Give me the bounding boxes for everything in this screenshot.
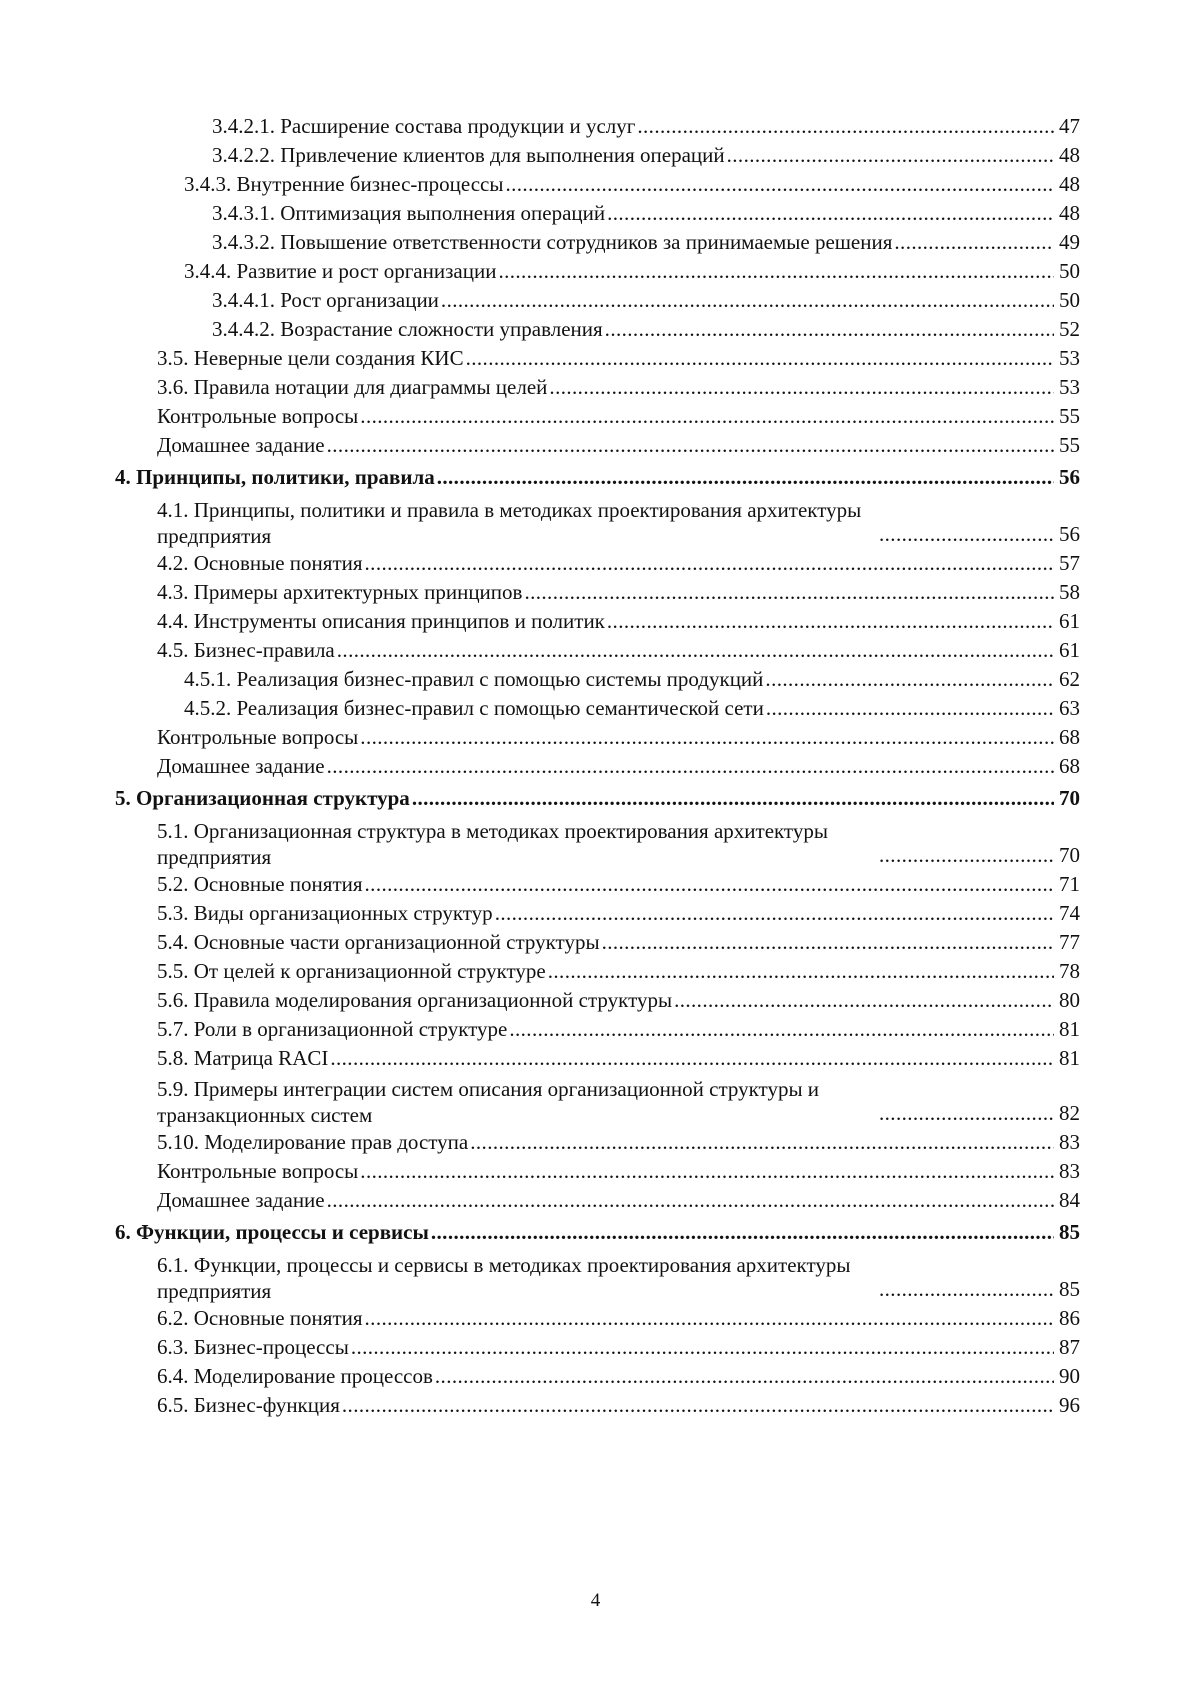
dot-leader: [766, 694, 1054, 723]
dot-leader: [637, 112, 1054, 141]
dot-leader: [441, 286, 1054, 315]
toc-entry-title: 4.3. Примеры архитектурных принципов: [157, 580, 523, 604]
toc-entry[interactable]: [115, 549, 1080, 578]
dot-leader: [498, 257, 1054, 286]
toc-entry[interactable]: [115, 112, 1080, 141]
toc-entry-page: 82: [1059, 1101, 1080, 1125]
dot-leader: [727, 141, 1054, 170]
toc-entry-title: 3.5. Неверные цели создания КИС: [157, 346, 464, 370]
toc-entry-page: 61: [1059, 638, 1080, 662]
toc-entry-title: 3.4.3.1. Оптимизация выполнения операций: [212, 201, 606, 225]
toc-entry[interactable]: [115, 431, 1080, 460]
toc-entry-title: 4.5. Бизнес-правила: [157, 638, 335, 662]
toc-entry-title: 5.5. От целей к организационной структуре: [157, 959, 546, 983]
toc-entry-page: 84: [1059, 1188, 1080, 1212]
toc-entry-page: 55: [1059, 433, 1080, 457]
toc-entry-page: 63: [1059, 696, 1080, 720]
toc-entry-page: 80: [1059, 988, 1080, 1012]
toc-chapter-entry[interactable]: [115, 781, 1080, 815]
dot-leader: [360, 1157, 1054, 1186]
toc-entry-title: 3.4.4.2. Возрастание сложности управления: [212, 317, 603, 341]
dot-leader: [765, 665, 1054, 694]
toc-entry[interactable]: [115, 170, 1080, 199]
toc-entry-page: 68: [1059, 725, 1080, 749]
dot-leader: [351, 1333, 1054, 1362]
toc-entry-page: 55: [1059, 404, 1080, 428]
toc-entry[interactable]: [115, 402, 1080, 431]
toc-entry[interactable]: [115, 1304, 1080, 1333]
toc-entry[interactable]: [115, 1128, 1080, 1157]
toc-entry-title: Домашнее задание: [157, 754, 325, 778]
toc-entry[interactable]: [115, 494, 1080, 549]
dot-leader: [548, 957, 1054, 986]
toc-entry-page: 86: [1059, 1306, 1080, 1330]
toc-entry-page: 70: [1059, 843, 1080, 867]
toc-entry[interactable]: [115, 315, 1080, 344]
dot-leader: [674, 986, 1054, 1015]
toc-entry[interactable]: [115, 1333, 1080, 1362]
dot-leader: [495, 899, 1054, 928]
toc-entry[interactable]: [115, 870, 1080, 899]
dot-leader: [466, 344, 1054, 373]
dot-leader: [470, 1128, 1054, 1157]
dot-leader: [509, 1015, 1054, 1044]
toc-entry-title: 4. Принципы, политики, правила: [115, 465, 435, 489]
toc-entry[interactable]: [115, 694, 1080, 723]
toc-entry-title: Домашнее задание: [157, 1188, 325, 1212]
toc-entry-page: 68: [1059, 754, 1080, 778]
toc-entry[interactable]: [115, 607, 1080, 636]
toc-entry-page: 56: [1059, 465, 1080, 489]
toc-entry[interactable]: [115, 199, 1080, 228]
toc-entry-page: 58: [1059, 580, 1080, 604]
dot-leader: [549, 373, 1054, 402]
toc-entry-title: 5.8. Матрица RACI: [157, 1046, 329, 1070]
toc-entry-page: 53: [1059, 346, 1080, 370]
toc-entry-title: 6.5. Бизнес-функция: [157, 1393, 340, 1417]
toc-entry-title: 6.2. Основные понятия: [157, 1306, 363, 1330]
toc-entry-page: 48: [1059, 143, 1080, 167]
toc-entry-page: 47: [1059, 114, 1080, 138]
toc-entry-title: 5.4. Основные части организационной структуры: [157, 930, 600, 954]
toc-entry-page: 53: [1059, 375, 1080, 399]
toc-entry[interactable]: [115, 636, 1080, 665]
toc-entry[interactable]: [115, 723, 1080, 752]
toc-entry-title: 3.4.4. Развитие и рост организации: [184, 259, 497, 283]
toc-entry-title: 5.2. Основные понятия: [157, 872, 363, 896]
toc-entry[interactable]: [115, 752, 1080, 781]
toc-entry[interactable]: [115, 957, 1080, 986]
toc-entry-title: 5.9. Примеры интеграции систем описания организационной структуры и транзакционных систем: [157, 1077, 820, 1127]
toc-entry-title: 4.1. Принципы, политики и правила в методиках проектирования архитектуры предприятия: [157, 498, 862, 548]
toc-entry-page: 50: [1059, 259, 1080, 283]
dot-leader: [435, 1362, 1054, 1391]
toc-entry-page: 61: [1059, 609, 1080, 633]
toc-entry[interactable]: [115, 373, 1080, 402]
dot-leader: [879, 1099, 1054, 1128]
toc-entry-title: 5.1. Организационная структура в методиках проектирования архитектуры предприятия: [157, 819, 828, 869]
toc-entry-title: 3.4.3. Внутренние бизнес-процессы: [184, 172, 504, 196]
toc-entry-title: 3.4.3.2. Повышение ответственности сотрудников за принимаемые решения: [212, 230, 893, 254]
toc-entry-title: 5.3. Виды организационных структур: [157, 901, 493, 925]
toc-entry-page: 48: [1059, 201, 1080, 225]
dot-leader: [360, 402, 1054, 431]
dot-leader: [360, 723, 1054, 752]
toc-entry[interactable]: [115, 1044, 1080, 1073]
toc-entry-title: 5. Организационная структура: [115, 786, 410, 810]
toc-entry[interactable]: [115, 1073, 1080, 1128]
toc-entry-page: 81: [1059, 1046, 1080, 1070]
toc-entry-title: 4.5.2. Реализация бизнес-правил с помощью семантической сети: [184, 696, 764, 720]
toc-chapter-entry[interactable]: [115, 460, 1080, 494]
toc-entry-title: 4.5.1. Реализация бизнес-правил с помощью системы продукций: [184, 667, 764, 691]
toc-entry-page: 78: [1059, 959, 1080, 983]
dot-leader: [337, 636, 1054, 665]
dot-leader: [327, 752, 1054, 781]
toc-entry-page: 81: [1059, 1017, 1080, 1041]
toc-entry-title: 4.2. Основные понятия: [157, 551, 363, 575]
toc-entry[interactable]: [115, 1157, 1080, 1186]
dot-leader: [602, 928, 1054, 957]
dot-leader: [365, 549, 1054, 578]
dot-leader: [365, 1304, 1054, 1333]
toc-entry-title: 3.4.2.2. Привлечение клиентов для выполнения операций: [212, 143, 725, 167]
dot-leader: [342, 1391, 1054, 1420]
dot-leader: [431, 1215, 1054, 1249]
page-number: 4: [590, 1590, 601, 1611]
toc-entry[interactable]: [115, 1249, 1080, 1304]
toc-entry-page: 48: [1059, 172, 1080, 196]
toc-entry-title: 5.10. Моделирование прав доступа: [157, 1130, 469, 1154]
toc-entry-title: Домашнее задание: [157, 433, 325, 457]
toc-entry[interactable]: [115, 665, 1080, 694]
toc-entry[interactable]: [115, 1362, 1080, 1391]
toc-entry[interactable]: [115, 1186, 1080, 1215]
dot-leader: [894, 228, 1054, 257]
toc-entry[interactable]: [115, 1015, 1080, 1044]
toc-entry-page: 83: [1059, 1159, 1080, 1183]
toc-entry-title: Контрольные вопросы: [157, 404, 359, 428]
toc-entry[interactable]: [115, 815, 1080, 870]
dot-leader: [330, 1044, 1054, 1073]
toc-entry[interactable]: [115, 344, 1080, 373]
dot-leader: [327, 431, 1054, 460]
toc-entry-page: 77: [1059, 930, 1080, 954]
toc-entry-title: 6. Функции, процессы и сервисы: [115, 1220, 429, 1244]
toc-entry-title: 5.6. Правила моделирования организационной структуры: [157, 988, 673, 1012]
toc-entry[interactable]: [115, 286, 1080, 315]
toc-entry[interactable]: [115, 257, 1080, 286]
dot-leader: [879, 1275, 1054, 1304]
toc-entry-title: 3.4.4.1. Рост организации: [212, 288, 439, 312]
toc-entry-title: 4.4. Инструменты описания принципов и политик: [157, 609, 605, 633]
toc-entry-page: 83: [1059, 1130, 1080, 1154]
toc-entry[interactable]: [115, 578, 1080, 607]
dot-leader: [607, 607, 1054, 636]
toc-entry-page: 74: [1059, 901, 1080, 925]
dot-leader: [524, 578, 1054, 607]
toc-entry-title: Контрольные вопросы: [157, 725, 359, 749]
toc-entry-page: 85: [1059, 1220, 1080, 1244]
dot-leader: [327, 1186, 1054, 1215]
toc-entry-page: 87: [1059, 1335, 1080, 1359]
toc-entry-title: Контрольные вопросы: [157, 1159, 359, 1183]
toc-entry-title: 3.4.2.1. Расширение состава продукции и услуг: [212, 114, 636, 138]
toc-entry[interactable]: [115, 986, 1080, 1015]
dot-leader: [437, 460, 1054, 494]
toc-entry-page: 49: [1059, 230, 1080, 254]
dot-leader: [879, 841, 1054, 870]
toc-entry-title: 3.6. Правила нотации для диаграммы целей: [157, 375, 548, 399]
toc-entry-title: 6.1. Функции, процессы и сервисы в методиках проектирования архитектуры предприятия: [157, 1253, 851, 1303]
toc-entry-page: 52: [1059, 317, 1080, 341]
dot-leader: [505, 170, 1054, 199]
toc-entry-page: 57: [1059, 551, 1080, 575]
toc-entry-page: 70: [1059, 786, 1080, 810]
dot-leader: [412, 781, 1054, 815]
toc-entry-page: 71: [1059, 872, 1080, 896]
toc-entry-title: 6.4. Моделирование процессов: [157, 1364, 433, 1388]
toc-entry[interactable]: [115, 1391, 1080, 1420]
toc-entry-page: 96: [1059, 1393, 1080, 1417]
toc-entry-title: 6.3. Бизнес-процессы: [157, 1335, 349, 1359]
toc-entry-page: 85: [1059, 1277, 1080, 1301]
toc-entry[interactable]: [115, 228, 1080, 257]
toc-entry-page: 62: [1059, 667, 1080, 691]
dot-leader: [879, 520, 1054, 549]
toc-entry[interactable]: [115, 928, 1080, 957]
toc-entry[interactable]: [115, 899, 1080, 928]
toc-entry[interactable]: [115, 141, 1080, 170]
toc-chapter-entry[interactable]: [115, 1215, 1080, 1249]
toc-entry-page: 90: [1059, 1364, 1080, 1388]
table-of-contents: [115, 112, 1080, 1420]
toc-entry-page: 50: [1059, 288, 1080, 312]
dot-leader: [607, 199, 1054, 228]
dot-leader: [365, 870, 1054, 899]
toc-entry-title: 5.7. Роли в организационной структуре: [157, 1017, 508, 1041]
dot-leader: [605, 315, 1054, 344]
toc-entry-page: 56: [1059, 522, 1080, 546]
